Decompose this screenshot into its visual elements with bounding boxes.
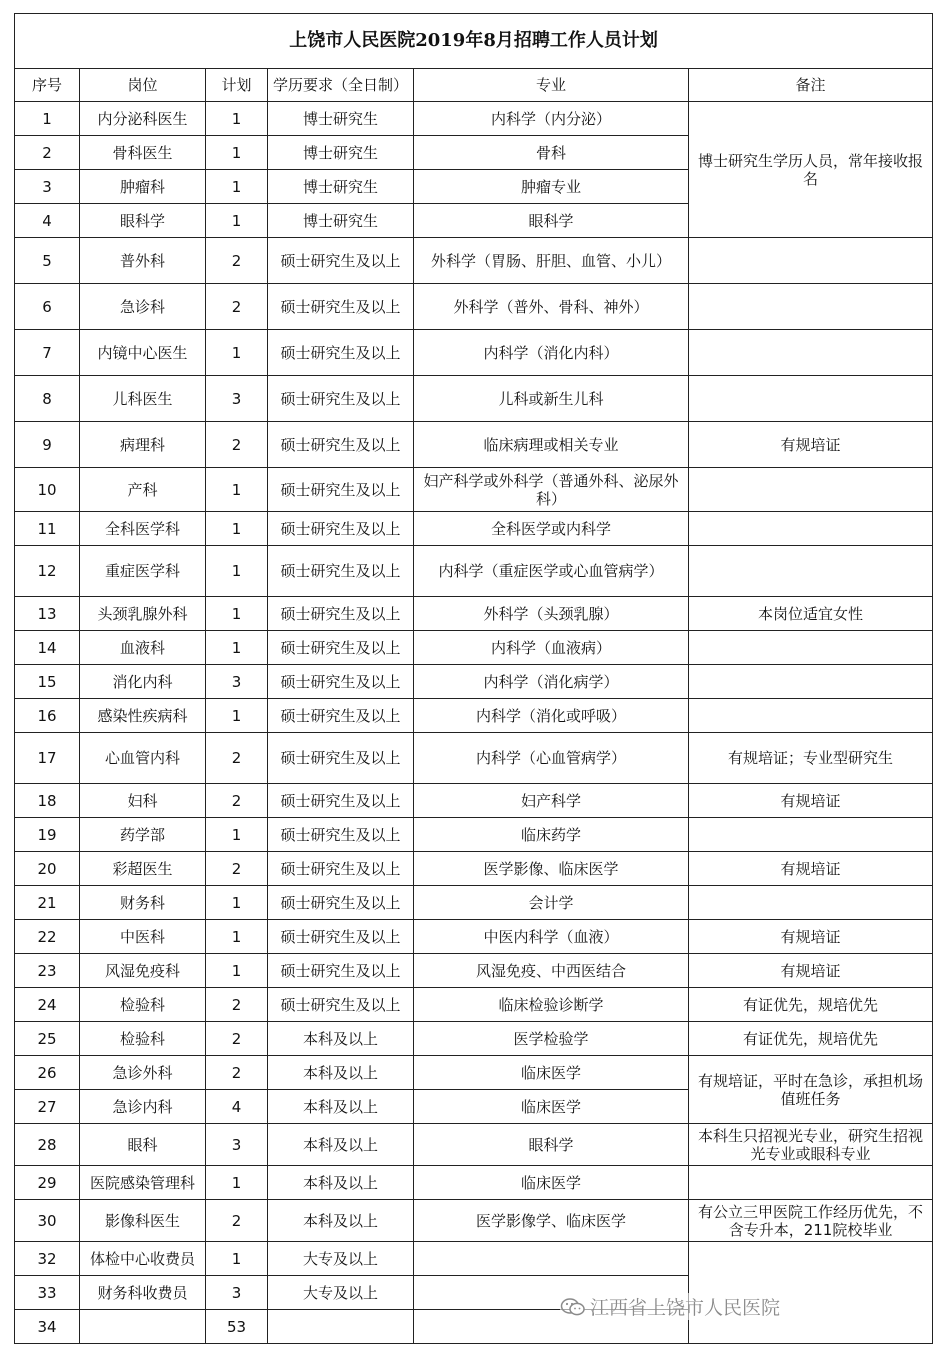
row-number: 4 bbox=[15, 204, 80, 238]
row-number: 13 bbox=[15, 597, 80, 631]
remark: 有规培证；专业型研究生 bbox=[689, 733, 933, 784]
remark bbox=[689, 468, 933, 512]
remark: 有规培证 bbox=[689, 954, 933, 988]
major: 临床检验诊断学 bbox=[414, 988, 689, 1022]
table-row bbox=[15, 1200, 933, 1242]
major: 风湿免疫、中西医结合 bbox=[414, 954, 689, 988]
table-row bbox=[15, 546, 933, 597]
post-name: 感染性疾病科 bbox=[80, 699, 206, 733]
education-requirement: 硕士研究生及以上 bbox=[268, 468, 414, 512]
row-number: 9 bbox=[15, 422, 80, 468]
row-number: 26 bbox=[15, 1056, 80, 1090]
major: 临床医学 bbox=[414, 1056, 689, 1090]
plan-count: 1 bbox=[206, 330, 268, 376]
education-requirement: 硕士研究生及以上 bbox=[268, 954, 414, 988]
education-requirement: 大专及以上 bbox=[268, 1242, 414, 1276]
plan-count: 1 bbox=[206, 468, 268, 512]
education-requirement: 硕士研究生及以上 bbox=[268, 988, 414, 1022]
post-name: 体检中心收费员 bbox=[80, 1242, 206, 1276]
row-number: 14 bbox=[15, 631, 80, 665]
post-name: 医院感染管理科 bbox=[80, 1166, 206, 1200]
plan-count: 2 bbox=[206, 784, 268, 818]
education-requirement: 硕士研究生及以上 bbox=[268, 546, 414, 597]
table-row bbox=[15, 920, 933, 954]
header-plan: 计划 bbox=[206, 69, 268, 102]
header-row bbox=[15, 69, 933, 102]
education-requirement: 硕士研究生及以上 bbox=[268, 886, 414, 920]
plan-count: 1 bbox=[206, 102, 268, 136]
row-number: 33 bbox=[15, 1276, 80, 1310]
post-name: 财务科 bbox=[80, 886, 206, 920]
post-name: 内分泌科医生 bbox=[80, 102, 206, 136]
table-row bbox=[15, 1022, 933, 1056]
major: 临床药学 bbox=[414, 818, 689, 852]
table-row bbox=[15, 988, 933, 1022]
major: 眼科学 bbox=[414, 1124, 689, 1166]
remark bbox=[689, 512, 933, 546]
remark bbox=[689, 631, 933, 665]
major: 内科学（重症医学或心血管病学） bbox=[414, 546, 689, 597]
row-number: 8 bbox=[15, 376, 80, 422]
header-major: 专业 bbox=[414, 69, 689, 102]
remark: 有证优先，规培优先 bbox=[689, 988, 933, 1022]
table-row bbox=[15, 852, 933, 886]
table-row bbox=[15, 376, 933, 422]
remark bbox=[689, 818, 933, 852]
education-requirement: 硕士研究生及以上 bbox=[268, 733, 414, 784]
plan-count: 1 bbox=[206, 546, 268, 597]
education-requirement: 硕士研究生及以上 bbox=[268, 422, 414, 468]
row-number: 32 bbox=[15, 1242, 80, 1276]
post-name: 急诊内科 bbox=[80, 1090, 206, 1124]
major: 内科学（消化病学） bbox=[414, 665, 689, 699]
major: 临床医学 bbox=[414, 1166, 689, 1200]
major: 外科学（普外、骨科、神外） bbox=[414, 284, 689, 330]
major: 肿瘤专业 bbox=[414, 170, 689, 204]
major: 临床病理或相关专业 bbox=[414, 422, 689, 468]
remark bbox=[689, 330, 933, 376]
plan-count: 3 bbox=[206, 665, 268, 699]
plan-count: 3 bbox=[206, 376, 268, 422]
education-requirement: 硕士研究生及以上 bbox=[268, 631, 414, 665]
plan-count: 2 bbox=[206, 1200, 268, 1242]
post-name bbox=[80, 1310, 206, 1344]
table-row bbox=[15, 954, 933, 988]
table-row bbox=[15, 1124, 933, 1166]
remark: 有规培证 bbox=[689, 920, 933, 954]
education-requirement: 大专及以上 bbox=[268, 1276, 414, 1310]
post-name: 心血管内科 bbox=[80, 733, 206, 784]
table-row bbox=[15, 330, 933, 376]
remark bbox=[689, 886, 933, 920]
table-row bbox=[15, 665, 933, 699]
table-row bbox=[15, 102, 933, 136]
post-name: 病理科 bbox=[80, 422, 206, 468]
major: 医学检验学 bbox=[414, 1022, 689, 1056]
plan-count: 1 bbox=[206, 597, 268, 631]
remark bbox=[689, 665, 933, 699]
row-number: 2 bbox=[15, 136, 80, 170]
plan-count: 2 bbox=[206, 238, 268, 284]
major: 外科学（头颈乳腺） bbox=[414, 597, 689, 631]
plan-count: 3 bbox=[206, 1276, 268, 1310]
table-row bbox=[15, 699, 933, 733]
remark: 有公立三甲医院工作经历优先，不含专升本，211院校毕业 bbox=[689, 1200, 933, 1242]
post-name: 彩超医生 bbox=[80, 852, 206, 886]
post-name: 全科医学科 bbox=[80, 512, 206, 546]
row-number: 1 bbox=[15, 102, 80, 136]
major: 医学影像、临床医学 bbox=[414, 852, 689, 886]
plan-count: 1 bbox=[206, 818, 268, 852]
table-row bbox=[15, 1242, 933, 1276]
post-name: 影像科医生 bbox=[80, 1200, 206, 1242]
wechat-icon bbox=[560, 1297, 586, 1317]
education-requirement: 硕士研究生及以上 bbox=[268, 784, 414, 818]
post-name: 妇科 bbox=[80, 784, 206, 818]
education-requirement bbox=[268, 1310, 414, 1344]
education-requirement: 本科及以上 bbox=[268, 1022, 414, 1056]
remark: 有规培证 bbox=[689, 422, 933, 468]
education-requirement: 博士研究生 bbox=[268, 102, 414, 136]
major: 医学影像学、临床医学 bbox=[414, 1200, 689, 1242]
post-name: 肿瘤科 bbox=[80, 170, 206, 204]
post-name: 头颈乳腺外科 bbox=[80, 597, 206, 631]
table-row bbox=[15, 1166, 933, 1200]
plan-count: 53 bbox=[206, 1310, 268, 1344]
table-row bbox=[15, 284, 933, 330]
education-requirement: 本科及以上 bbox=[268, 1090, 414, 1124]
education-requirement: 本科及以上 bbox=[268, 1200, 414, 1242]
table-row bbox=[15, 784, 933, 818]
remark: 有证优先，规培优先 bbox=[689, 1022, 933, 1056]
remark: 有规培证 bbox=[689, 784, 933, 818]
table-row bbox=[15, 422, 933, 468]
remark bbox=[689, 546, 933, 597]
plan-count: 1 bbox=[206, 204, 268, 238]
post-name: 急诊外科 bbox=[80, 1056, 206, 1090]
row-number: 24 bbox=[15, 988, 80, 1022]
education-requirement: 本科及以上 bbox=[268, 1166, 414, 1200]
recruitment-table bbox=[14, 13, 933, 1344]
major: 会计学 bbox=[414, 886, 689, 920]
remark bbox=[689, 238, 933, 284]
post-name: 眼科 bbox=[80, 1124, 206, 1166]
major: 眼科学 bbox=[414, 204, 689, 238]
remark: 博士研究生学历人员，常年接收报名 bbox=[689, 102, 933, 238]
header-remark: 备注 bbox=[689, 69, 933, 102]
plan-count: 1 bbox=[206, 954, 268, 988]
major: 内科学（消化或呼吸） bbox=[414, 699, 689, 733]
plan-count: 2 bbox=[206, 1022, 268, 1056]
plan-count: 3 bbox=[206, 1124, 268, 1166]
row-number: 30 bbox=[15, 1200, 80, 1242]
header-post: 岗位 bbox=[80, 69, 206, 102]
education-requirement: 本科及以上 bbox=[268, 1056, 414, 1090]
post-name: 普外科 bbox=[80, 238, 206, 284]
post-name: 急诊科 bbox=[80, 284, 206, 330]
major: 中医内科学（血液） bbox=[414, 920, 689, 954]
remark bbox=[689, 284, 933, 330]
education-requirement: 硕士研究生及以上 bbox=[268, 818, 414, 852]
major bbox=[414, 1242, 689, 1276]
plan-count: 1 bbox=[206, 512, 268, 546]
remark: 本岗位适宜女性 bbox=[689, 597, 933, 631]
education-requirement: 硕士研究生及以上 bbox=[268, 699, 414, 733]
plan-count: 2 bbox=[206, 1056, 268, 1090]
row-number: 21 bbox=[15, 886, 80, 920]
row-number: 23 bbox=[15, 954, 80, 988]
remark bbox=[689, 1166, 933, 1200]
major: 儿科或新生儿科 bbox=[414, 376, 689, 422]
post-name: 风湿免疫科 bbox=[80, 954, 206, 988]
row-number: 12 bbox=[15, 546, 80, 597]
education-requirement: 博士研究生 bbox=[268, 170, 414, 204]
remark: 本科生只招视光专业，研究生招视光专业或眼科专业 bbox=[689, 1124, 933, 1166]
row-number: 34 bbox=[15, 1310, 80, 1344]
plan-count: 1 bbox=[206, 631, 268, 665]
major: 临床医学 bbox=[414, 1090, 689, 1124]
remark: 有规培证 bbox=[689, 852, 933, 886]
post-name: 产科 bbox=[80, 468, 206, 512]
plan-count: 1 bbox=[206, 1166, 268, 1200]
post-name: 财务科收费员 bbox=[80, 1276, 206, 1310]
remark bbox=[689, 376, 933, 422]
plan-count: 1 bbox=[206, 136, 268, 170]
row-number: 3 bbox=[15, 170, 80, 204]
plan-count: 1 bbox=[206, 886, 268, 920]
major: 全科医学或内科学 bbox=[414, 512, 689, 546]
plan-count: 4 bbox=[206, 1090, 268, 1124]
header-education: 学历要求（全日制） bbox=[268, 69, 414, 102]
row-number: 17 bbox=[15, 733, 80, 784]
plan-count: 2 bbox=[206, 733, 268, 784]
major: 内科学（心血管病学） bbox=[414, 733, 689, 784]
row-number: 11 bbox=[15, 512, 80, 546]
plan-count: 1 bbox=[206, 699, 268, 733]
table-row bbox=[15, 886, 933, 920]
recruitment-table-wrapper bbox=[14, 13, 932, 1344]
row-number: 27 bbox=[15, 1090, 80, 1124]
major: 妇产科学 bbox=[414, 784, 689, 818]
post-name: 血液科 bbox=[80, 631, 206, 665]
plan-count: 2 bbox=[206, 284, 268, 330]
major: 外科学（胃肠、肝胆、血管、小儿） bbox=[414, 238, 689, 284]
post-name: 骨科医生 bbox=[80, 136, 206, 170]
row-number: 6 bbox=[15, 284, 80, 330]
education-requirement: 博士研究生 bbox=[268, 204, 414, 238]
remark: 有规培证，平时在急诊，承担机场值班任务 bbox=[689, 1056, 933, 1124]
plan-count: 2 bbox=[206, 422, 268, 468]
table-title: 上饶市人民医院2019年8月招聘工作人员计划 bbox=[15, 14, 933, 69]
education-requirement: 本科及以上 bbox=[268, 1124, 414, 1166]
row-number: 15 bbox=[15, 665, 80, 699]
table-row bbox=[15, 597, 933, 631]
major: 内科学（血液病） bbox=[414, 631, 689, 665]
plan-count: 2 bbox=[206, 852, 268, 886]
row-number: 25 bbox=[15, 1022, 80, 1056]
table-row bbox=[15, 631, 933, 665]
education-requirement: 硕士研究生及以上 bbox=[268, 284, 414, 330]
row-number: 16 bbox=[15, 699, 80, 733]
table-row bbox=[15, 733, 933, 784]
education-requirement: 硕士研究生及以上 bbox=[268, 597, 414, 631]
post-name: 内镜中心医生 bbox=[80, 330, 206, 376]
post-name: 眼科学 bbox=[80, 204, 206, 238]
post-name: 重症医学科 bbox=[80, 546, 206, 597]
post-name: 儿科医生 bbox=[80, 376, 206, 422]
row-number: 5 bbox=[15, 238, 80, 284]
row-number: 18 bbox=[15, 784, 80, 818]
plan-count: 1 bbox=[206, 920, 268, 954]
education-requirement: 硕士研究生及以上 bbox=[268, 330, 414, 376]
post-name: 检验科 bbox=[80, 1022, 206, 1056]
row-number: 19 bbox=[15, 818, 80, 852]
major: 骨科 bbox=[414, 136, 689, 170]
row-number: 28 bbox=[15, 1124, 80, 1166]
row-number: 7 bbox=[15, 330, 80, 376]
plan-count: 1 bbox=[206, 170, 268, 204]
wechat-watermark bbox=[560, 1293, 780, 1320]
table-row bbox=[15, 512, 933, 546]
education-requirement: 硕士研究生及以上 bbox=[268, 920, 414, 954]
major: 内科学（内分泌） bbox=[414, 102, 689, 136]
education-requirement: 硕士研究生及以上 bbox=[268, 665, 414, 699]
post-name: 检验科 bbox=[80, 988, 206, 1022]
row-number: 10 bbox=[15, 468, 80, 512]
education-requirement: 硕士研究生及以上 bbox=[268, 376, 414, 422]
remark bbox=[689, 699, 933, 733]
watermark-text: 江西省上饶市人民医院 bbox=[590, 1297, 781, 1319]
education-requirement: 硕士研究生及以上 bbox=[268, 512, 414, 546]
row-number: 22 bbox=[15, 920, 80, 954]
row-number: 29 bbox=[15, 1166, 80, 1200]
education-requirement: 硕士研究生及以上 bbox=[268, 852, 414, 886]
header-no: 序号 bbox=[15, 69, 80, 102]
education-requirement: 博士研究生 bbox=[268, 136, 414, 170]
plan-count: 2 bbox=[206, 988, 268, 1022]
post-name: 中医科 bbox=[80, 920, 206, 954]
table-row bbox=[15, 238, 933, 284]
plan-count: 1 bbox=[206, 1242, 268, 1276]
row-number: 20 bbox=[15, 852, 80, 886]
education-requirement: 硕士研究生及以上 bbox=[268, 238, 414, 284]
major: 内科学（消化内科） bbox=[414, 330, 689, 376]
post-name: 消化内科 bbox=[80, 665, 206, 699]
table-row bbox=[15, 468, 933, 512]
table-row bbox=[15, 818, 933, 852]
post-name: 药学部 bbox=[80, 818, 206, 852]
major: 妇产科学或外科学（普通外科、泌尿外科） bbox=[414, 468, 689, 512]
table-row bbox=[15, 1056, 933, 1090]
